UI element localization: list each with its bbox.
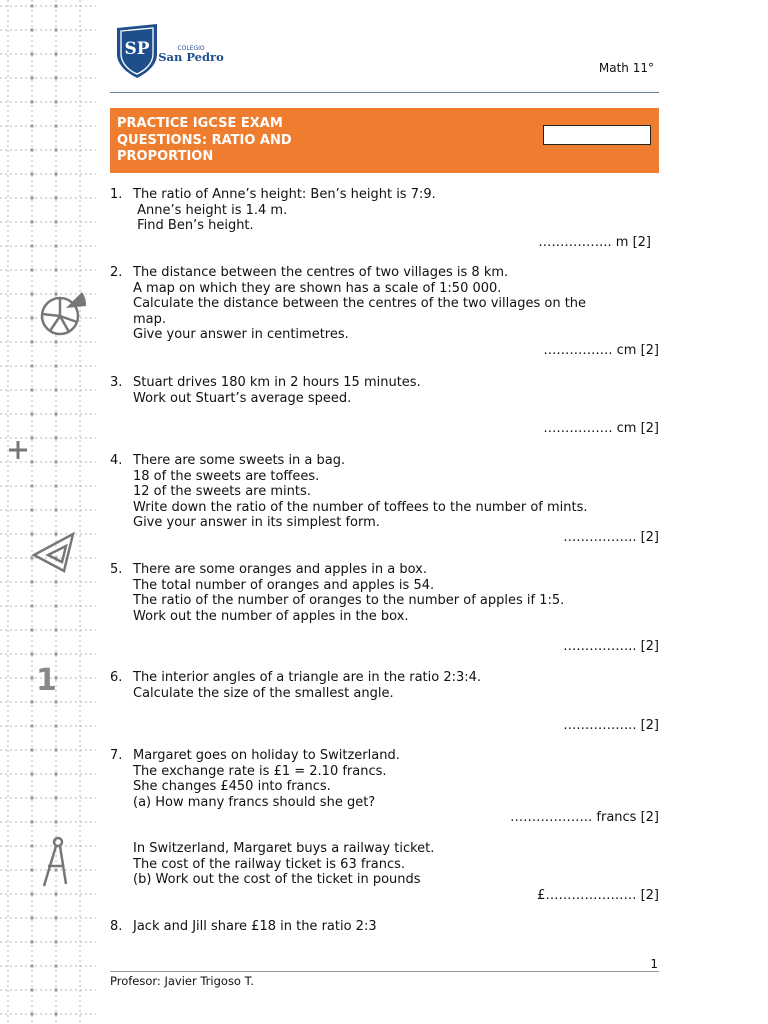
header-divider [110, 92, 659, 93]
margin-grid-dot [31, 269, 34, 272]
worksheet-title [117, 116, 357, 166]
question-line: The cost of the railway ticket is 63 francs. [133, 856, 406, 872]
margin-grid-dot [55, 221, 58, 224]
notebook-margin [0, 0, 96, 1024]
answer-line-5[interactable]: …………….. [2] [563, 639, 659, 654]
margin-grid-dot [31, 437, 34, 440]
margin-grid-dot [55, 149, 58, 152]
question-number: 7. [110, 748, 123, 763]
logo-small-text: COLEGIO [177, 45, 205, 52]
question-line: The total number of oranges and apples is 54. [133, 577, 435, 593]
question-line: Find Ben’s height. [133, 218, 254, 233]
margin-grid-dot [31, 5, 34, 8]
answer-line-3[interactable]: ……………. cm [2] [543, 421, 659, 436]
margin-grid-dot [31, 197, 34, 200]
question-line: The ratio of the number of oranges to the number of apples if 1:5. [133, 593, 565, 608]
question-line: Anne’s height is 1.4 m. [133, 202, 288, 218]
question-number: 5. [110, 562, 123, 577]
margin-grid-dot [31, 341, 34, 344]
margin-grid-dot [31, 509, 34, 512]
margin-grid-dot [55, 701, 58, 704]
margin-grid-dot [55, 989, 58, 992]
answer-line-4[interactable]: …………….. [2] [563, 530, 659, 545]
teacher-name: Profesor: Javier Trigoso T. [110, 974, 254, 988]
set-square-icon [34, 534, 73, 571]
question-line: 18 of the sweets are toffees. [133, 468, 320, 484]
margin-grid-dot [31, 653, 34, 656]
title-banner [110, 108, 659, 173]
title-line-2: QUESTIONS: RATIO AND [117, 132, 292, 148]
question-line: Margaret goes on holiday to Switzerland. [133, 748, 400, 763]
margin-grid-dot [55, 581, 58, 584]
answer-line-6[interactable]: …………….. [2] [563, 718, 659, 733]
margin-grid-dot [31, 893, 34, 896]
margin-grid-dot [31, 725, 34, 728]
margin-grid-dot [31, 965, 34, 968]
margin-grid-dot [55, 629, 58, 632]
question-3 [110, 375, 659, 406]
margin-grid-dot [55, 197, 58, 200]
question-line: The distance between the centres of two villages is 8 km. [133, 265, 509, 280]
margin-grid-dot [31, 149, 34, 152]
question-number: 8. [110, 919, 123, 934]
question-line: A map on which they are shown has a scale of 1:50 000. [133, 280, 502, 296]
question-line: Give your answer in centimetres. [133, 327, 349, 342]
margin-grid-dot [55, 461, 58, 464]
margin-grid-dot [31, 629, 34, 632]
margin-grid-dot [31, 701, 34, 704]
margin-grid-dot [55, 869, 58, 872]
margin-grid-dot [55, 797, 58, 800]
answer-line-7a[interactable]: ………………. francs [2] [510, 810, 659, 825]
margin-grid-dot [55, 5, 58, 8]
question-line: map. [133, 311, 167, 327]
margin-grid-dot [55, 773, 58, 776]
margin-grid-dot [31, 869, 34, 872]
question-number: 3. [110, 375, 123, 390]
margin-grid-dot [31, 845, 34, 848]
margin-grid-dot [31, 1013, 34, 1016]
margin-grid-dot [31, 365, 34, 368]
margin-grid-dot [55, 293, 58, 296]
question-line: Calculate the distance between the centres of the two villages on the [133, 296, 587, 311]
margin-grid-dot [55, 389, 58, 392]
margin-grid-dot [55, 365, 58, 368]
margin-grid-dot [55, 245, 58, 248]
margin-grid-dot [55, 437, 58, 440]
margin-grid-dot [31, 389, 34, 392]
page-number: 1 [650, 957, 658, 971]
margin-grid-dot [55, 341, 58, 344]
question-2 [110, 265, 659, 343]
margin-grid-dot [31, 797, 34, 800]
answer-line-1[interactable]: …………….. m [2] [538, 235, 651, 250]
margin-grid-dot [55, 821, 58, 824]
question-8 [110, 919, 659, 935]
margin-grid-dot [31, 557, 34, 560]
margin-grid-dot [31, 533, 34, 536]
margin-grid-dot [31, 221, 34, 224]
question-line: Work out Stuart’s average speed. [133, 390, 352, 406]
question-number: 6. [110, 670, 123, 685]
margin-grid-dot [31, 941, 34, 944]
margin-grid-dot [31, 173, 34, 176]
margin-grid-dot [55, 53, 58, 56]
question-number: 1. [110, 187, 123, 202]
plus-icon [9, 441, 27, 459]
margin-grid-dot [31, 917, 34, 920]
question-line: Calculate the size of the smallest angle. [133, 685, 394, 701]
margin-grid-dot [31, 317, 34, 320]
margin-grid-dot [55, 917, 58, 920]
margin-grid-dot [55, 533, 58, 536]
question-line: She changes £450 into francs. [133, 779, 331, 794]
margin-grid-dot [31, 677, 34, 680]
margin-grid-dot [55, 485, 58, 488]
question-5 [110, 562, 659, 624]
compass-icon [44, 838, 66, 886]
question-4 [110, 453, 659, 531]
margin-grid-dot [31, 53, 34, 56]
title-line-1: PRACTICE IGCSE EXAM [117, 116, 283, 131]
margin-grid-dot [55, 605, 58, 608]
margin-grid-dot [55, 77, 58, 80]
margin-grid-dot [31, 605, 34, 608]
school-logo [115, 24, 225, 80]
margin-grid-dot [31, 245, 34, 248]
question-line: 12 of the sweets are mints. [133, 484, 311, 499]
question-number: 2. [110, 265, 123, 280]
margin-grid-dot [55, 893, 58, 896]
answer-line-7b[interactable]: £………………… [2] [537, 888, 659, 903]
margin-grid-dot [55, 725, 58, 728]
question-6 [110, 670, 659, 701]
margin-grid-dot [55, 1013, 58, 1016]
question-line: Write down the ratio of the number of toffees to the number of mints. [133, 499, 588, 515]
question-line: The interior angles of a triangle are in the ratio 2:3:4. [133, 670, 482, 685]
name-input-box[interactable] [543, 125, 651, 145]
question-line: Jack and Jill share £18 in the ratio 2:3 [133, 919, 377, 934]
margin-grid-dot [31, 773, 34, 776]
margin-grid-dot [55, 509, 58, 512]
margin-grid-dot [31, 125, 34, 128]
question-line: In Switzerland, Margaret buys a railway ticket. [133, 841, 435, 856]
margin-grid-dot [31, 101, 34, 104]
logo-initials: SP [124, 39, 150, 59]
margin-grid-dot [55, 173, 58, 176]
footer-divider [110, 971, 659, 972]
question-line: Stuart drives 180 km in 2 hours 15 minutes. [133, 375, 421, 390]
margin-grid-dot [31, 293, 34, 296]
question-line: Work out the number of apples in the box. [133, 608, 409, 624]
pie-chart-icon [42, 292, 86, 334]
question-line: Give your answer in its simplest form. [133, 515, 380, 530]
logo-name: San Pedro [158, 50, 224, 64]
margin-grid-dot [31, 461, 34, 464]
question-7 [110, 748, 659, 810]
margin-grid-dot [31, 821, 34, 824]
question-line: The exchange rate is £1 = 2.10 francs. [133, 763, 387, 779]
margin-grid-dot [55, 965, 58, 968]
margin-grid-dot [31, 581, 34, 584]
margin-grid-dot [55, 749, 58, 752]
number-one-icon: 1 [36, 663, 57, 698]
question-line: (a) How many francs should she get? [133, 794, 376, 810]
question-line: (b) Work out the cost of the ticket in pounds [133, 872, 421, 887]
margin-grid-dot [31, 485, 34, 488]
margin-grid-dot [55, 941, 58, 944]
margin-grid-dot [31, 989, 34, 992]
subject-label: Math 11° [598, 61, 654, 75]
answer-line-2[interactable]: ……………. cm [2] [543, 343, 659, 358]
title-line-3: PROPORTION [117, 149, 214, 164]
question-line: There are some sweets in a bag. [133, 453, 346, 468]
margin-grid-dot [31, 749, 34, 752]
margin-grid-dot [55, 125, 58, 128]
question-number: 4. [110, 453, 123, 468]
question-line: The ratio of Anne’s height: Ben’s height is 7:9. [133, 187, 436, 202]
question-1 [110, 187, 659, 234]
margin-grid-dot [55, 101, 58, 104]
question-line: There are some oranges and apples in a box. [133, 562, 427, 577]
margin-grid-dot [55, 29, 58, 32]
margin-grid-dot [31, 77, 34, 80]
margin-grid-dot [55, 653, 58, 656]
margin-grid-dot [55, 269, 58, 272]
margin-grid-dot [31, 29, 34, 32]
question-7b [110, 841, 659, 888]
margin-grid-dot [31, 413, 34, 416]
margin-grid-dot [55, 413, 58, 416]
